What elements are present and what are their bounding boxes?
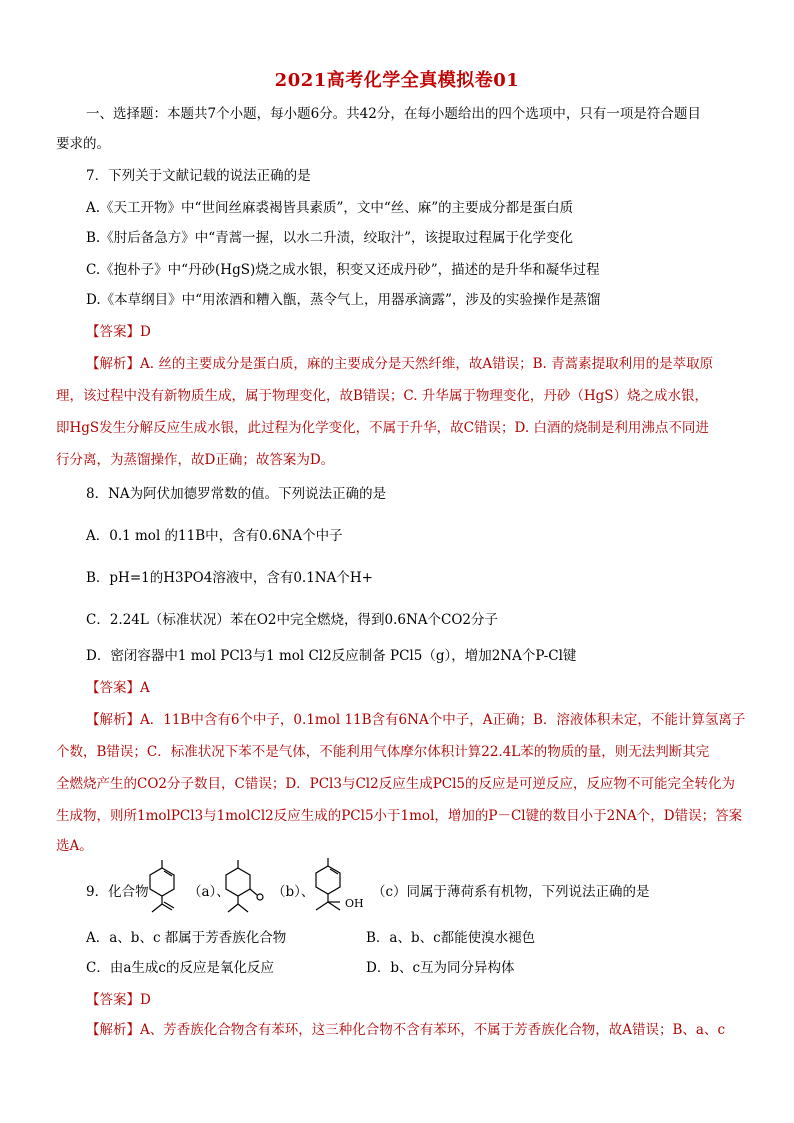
page-title: 2021高考化学全真模拟卷01: [274, 70, 520, 91]
q8-analysis-4: 生成物，则所1molPCl3与1molCl2反应生成的PCl5小于1mol，增加的P－Cl键的数目小于2NA个，D错误；答案: [56, 808, 743, 824]
q8-stem: 8．NA为阿伏加德罗常数的值。下列说法正确的是: [86, 486, 387, 502]
q7-analysis-2: 理，该过程中没有新物质生成，属于物理变化，故B错误；C. 升华属于物理变化，丹砂（HgS）烧之成水银，: [56, 388, 709, 404]
q7-answer: 【答案】D: [86, 324, 151, 340]
q7-option-d: D.《本草纲目》中“用浓酒和糟入甑，蒸令气上，用器承滴露”，涉及的实验操作是蒸馏: [86, 292, 601, 308]
compound-c-oh-label: OH: [345, 897, 364, 910]
q8-option-a: A．0.1 mol 的11B中，含有0.6NA个中子: [86, 528, 343, 544]
compound-b-structure: [222, 858, 270, 918]
q9-stem-prefix: 9．化合物: [86, 884, 149, 900]
q9-label-b: （b）、: [272, 884, 315, 900]
compound-a-structure: [148, 858, 190, 918]
q8-analysis-3: 全燃烧产生的CO2分子数目，C错误；D．PCl3与Cl2反应生成PCl5的反应是可逆反应，反应物不可能完全转化为: [56, 776, 736, 792]
q7-option-a: A.《天工开物》中“世间丝麻裘褐皆具素质”，文中“丝、麻”的主要成分都是蛋白质: [86, 200, 574, 216]
q9-option-b: B．a、b、c都能使溴水褪色: [366, 930, 536, 946]
q7-analysis-3: 即HgS发生分解反应生成水银，此过程为化学变化，不属于升华，故C错误；D. 白酒的烧制是利用沸点不同进: [56, 420, 709, 436]
q9-option-d: D．b、c互为同分异构体: [366, 960, 515, 976]
q8-analysis-1: 【解析】A．11B中含有6个中子，0.1mol 11B含有6NA个中子，A正确；B．溶液体积未定，不能计算氢离子: [86, 712, 746, 728]
q8-analysis-2: 个数，B错误；C．标准状况下苯不是气体，不能利用气体摩尔体积计算22.4L苯的物质的量，则无法判断其完: [56, 744, 710, 760]
q9-option-c: C．由a生成c的反应是氧化反应: [86, 960, 274, 976]
q8-analysis-5: 选A。: [56, 838, 93, 854]
q8-option-d: D．密闭容器中1 mol PCl3与1 mol Cl2反应制备 PCl5（g），增加2NA个P-Cl键: [86, 648, 577, 664]
q7-stem: 7．下列关于文献记载的说法正确的是: [86, 168, 311, 184]
q8-option-c: C．2.24L（标准状况）苯在O2中完全燃烧，得到0.6NA个CO2分子: [86, 612, 499, 628]
q7-option-c: C.《抱朴子》中“丹砂(HgS)烧之成水银，积变又还成丹砂”，描述的是升华和凝华过程: [86, 262, 600, 278]
q8-answer: 【答案】A: [86, 680, 150, 696]
q9-label-a: （a）、: [188, 884, 230, 900]
q7-option-b: B.《肘后备急方》中“青蒿一握，以水二升渍，绞取汁”，该提取过程属于化学变化: [86, 230, 574, 246]
q9-option-a: A．a、b、c 都属于芳香族化合物: [86, 930, 287, 946]
q9-analysis-1: 【解析】A、芳香族化合物含有苯环，这三种化合物不含有苯环，不属于芳香族化合物，故A错误；B、a、c: [86, 1022, 726, 1038]
q9-answer: 【答案】D: [86, 992, 151, 1008]
q7-analysis-4: 行分离，为蒸馏操作，故D正确；故答案为D。: [56, 452, 335, 468]
intro-line-2: 要求的。: [56, 136, 110, 152]
intro-line-1: 一、选择题：本题共7个小题，每小题6分。共42分，在每小题给出的四个选项中，只有一项是符合题目: [86, 106, 701, 122]
q8-option-b: B．pH=1的H3PO4溶液中，含有0.1NA个H+: [86, 570, 373, 586]
q7-analysis-1: 【解析】A. 丝的主要成分是蛋白质，麻的主要成分是天然纤维，故A错误；B. 青蒿素提取利用的是萃取原: [86, 356, 714, 372]
q9-stem-suffix: （c）同属于薄荷系有机物，下列说法正确的是: [372, 884, 650, 900]
